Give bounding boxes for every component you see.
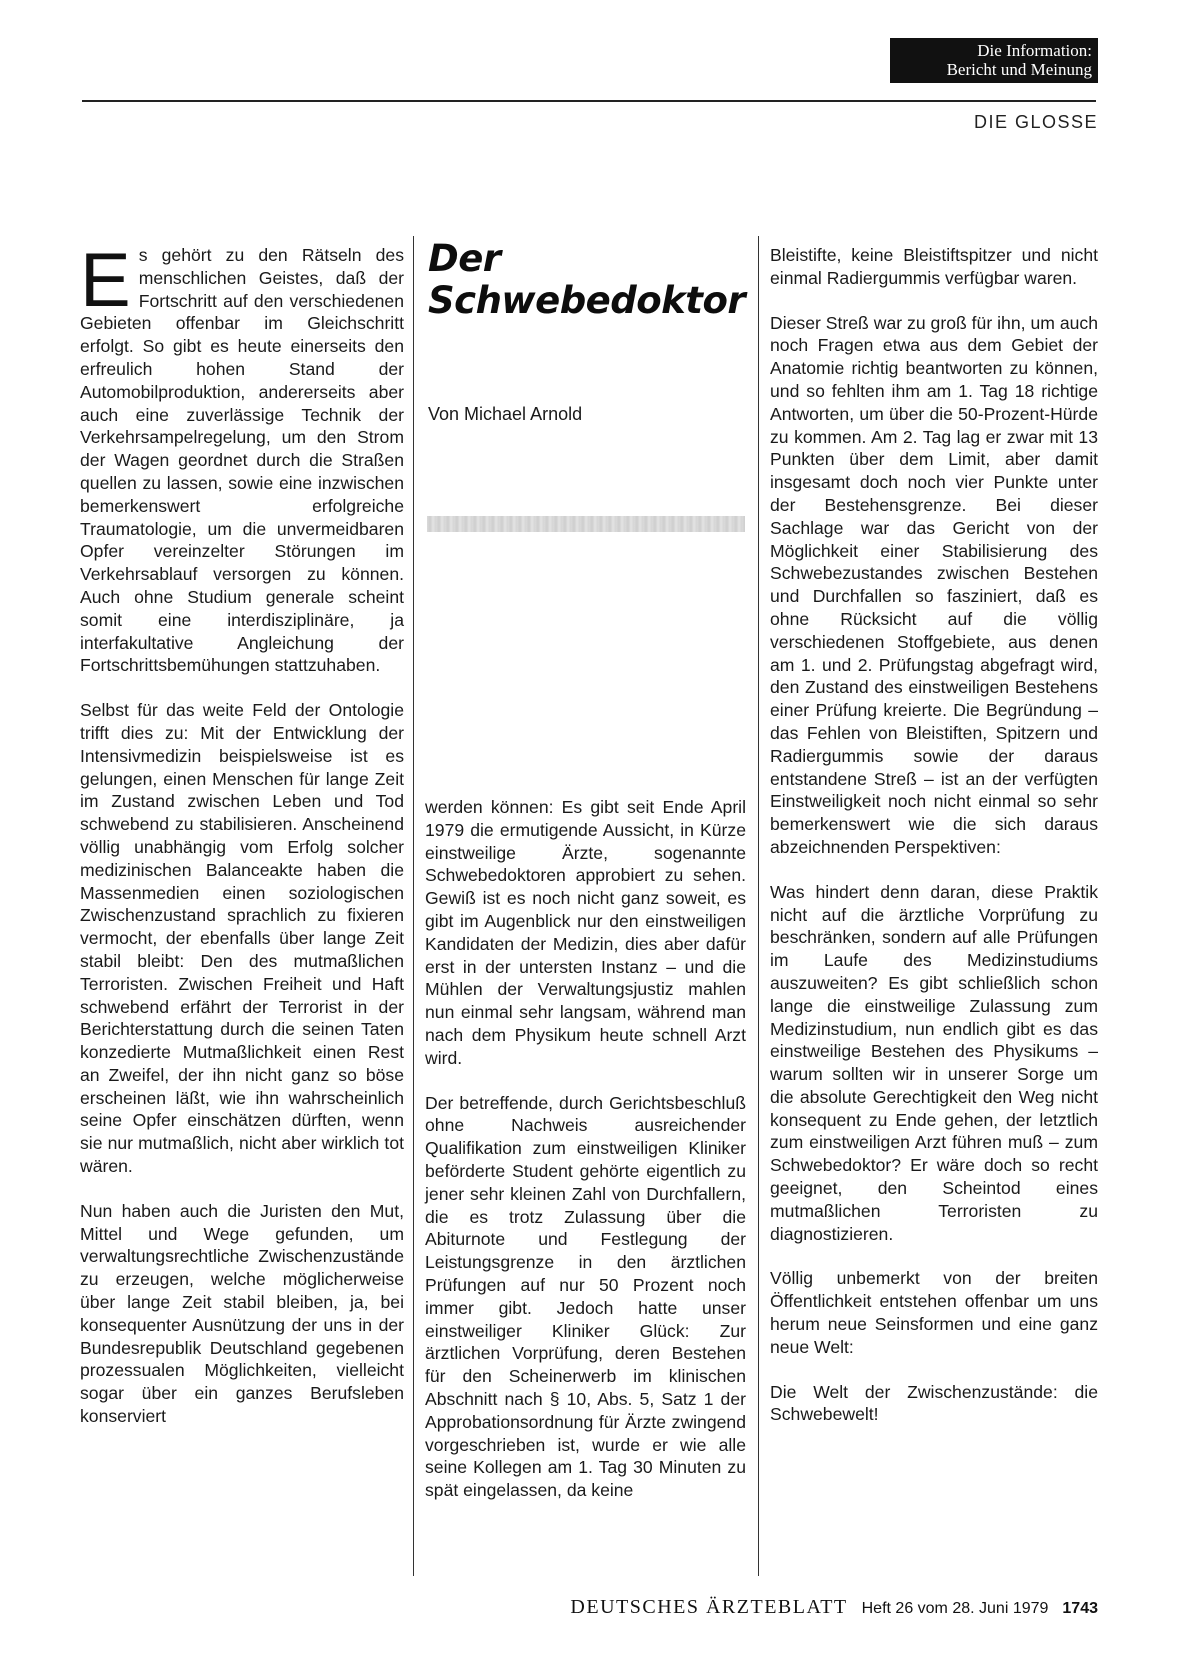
paragraph: Der betreffende, durch Gerichtsbeschluß ohne Nachweis ausreichender Qualifikation zum einstweiligen Kliniker beförderte Student gehörte eigentlich zu jener sehr kleinen Zahl von Durchfallern, die es trotz Zulassung über die Abiturnote und Festlegung der Leistungsgrenze in den ärztlichen Prüfungen auf nur 50 Prozent noch immer gibt. Jedoch hatte unser einstweiliger Kliniker Glück: Zur ärztlichen Vorprüfung, deren Bestehen für den Scheinerwerb im klinischen Abschnitt nach § 10, Abs. 5, Satz 1 der Approbationsordnung für Ärzte zwingend vorgeschrieben ist, wurde er wie alle seine Kollegen am 1. Tag 30 Minuten zu spät eingelassen, da keine [425,1092,746,1501]
article-column-2 [425,796,746,1524]
section-label: DIE GLOSSE [973,112,1098,132]
image-strip [427,516,745,532]
column-divider-2 [758,236,759,1576]
paragraph [80,238,404,677]
author-byline: Von Michael Arnold [428,404,583,424]
rubric-line-2: Bericht und Meinung [946,60,1092,79]
article-title [428,238,745,322]
page-footer [570,1596,1098,1619]
rubric-box [890,38,1098,83]
paragraph: Nun haben auch die Juristen den Mut, Mittel und Wege gefunden, um verwaltungsrechtliche Zwischenzustände zu erzeugen, welche möglicherweise über lange Zeit stabil bleiben, ja, bei konsequenter Ausnützung der uns in der Bundesrepublik Deutschland gegebenen prozessualen Möglichkeiten, vielleicht sogar über ein ganzes Berufsleben konserviert [80,1200,404,1427]
title-line-1: Der [428,237,501,280]
paragraph: werden können: Es gibt seit Ende April 1979 die ermutigende Aussicht, in Kürze einstweilige Ärzte, sogenannte Schwebedoktoren approbiert zu sehen. Gewiß ist es noch nicht ganz soweit, es gibt im Augenblick nur den einstweiligen Kandidaten der Medizin, dies aber dafür erst in der untersten Instanz – und die Mühlen der Verwaltungsjustiz mahlen nun einmal sehr langsam, während man nach dem Physikum heute schnell Arzt wird. [425,797,746,1068]
drop-cap: E [80,238,131,323]
paragraph: Was hindert denn daran, diese Praktik nicht auf die ärztliche Vorprüfung zu beschränken, sondern auf alle Prüfungen im Laufe des Medizinstudiums auszuweiten? Es gibt schließlich schon lange die einstweilige Zulassung zum Medizinstudium, nun endlich gibt es das einstweilige Bestehen des Physikums – warum sollten wir in unserer Sorge um die absolute Gerechtigkeit den Weg nicht konsequent zu Ende gehen, der letztlich zum einstweiligen Arzt führen muß – zum Schwebedoktor? Er wäre doch so recht geeignet, den Scheintod eines mutmaßlichen Terroristen zu diagnostizieren. [770,881,1098,1244]
page-number: 1743 [1062,1600,1098,1617]
title-line-2: Schwebedoktor [428,279,746,322]
article-column-1 [80,238,404,1450]
paragraph-text: s gehört zu den Rätseln des menschlichen Geistes, daß der Fortschritt auf den verschiedenen Gebieten offenbar im Gleichschritt erfolgt. So gibt es heute einerseits den erfreulich hohen Stand der Automobilproduktion, andererseits aber auch eine zuverlässige Technik der Verkehrsampelregelung, um den Strom der Wagen geordnet durch die Straßen quellen zu lassen, sowie eine inzwischen bemerkenswert erfolgreiche Traumatologie, um die unvermeidbaren Opfer vereinzelter Störungen im Verkehrsablauf versorgen zu können. Auch ohne Studium generale scheint somit eine interdisziplinäre, ja interfakultative Angleichung der Fortschrittsbemühungen stattzuhaben. [80,245,404,676]
article-column-3 [770,244,1098,1448]
paragraph: Völlig unbemerkt von der breiten Öffentlichkeit entstehen offenbar um uns herum neue Seinsformen und eine ganz neue Welt: [770,1268,1098,1357]
paragraph: Selbst für das weite Feld der Ontologie trifft dies zu: Mit der Entwicklung der Intensivmedizin beispielsweise ist es gelungen, einen Menschen für lange Zeit im Zustand zwischen Leben und Tod schwebend zu stabilisieren. Anscheinend völlig unabhängig vom Erfolg solcher medizinischen Balanceakte haben die Massenmedien einen soziologischen Zwischenzustand sprachlich zu fixieren vermocht, der ebenfalls über lange Zeit stabil bleibt: Den des mutmaßlichen Terroristen. Zwischen Freiheit und Haft schwebend erfährt der Terrorist in der Berichterstattung durch die seinen Taten konzedierte Mutmaßlichkeit einen Rest an Zweifel, der ihn nicht ganz so böse erscheinen läßt, wie ihn wahrscheinlich seine Opfer einschätzen dürften, wenn sie nur mutmaßlich, nicht aber wirklich tot wären. [80,700,404,1177]
issue-info: Heft 26 vom 28. Juni 1979 [861,1600,1049,1617]
paragraph: Dieser Streß war zu groß für ihn, um auch noch Fragen etwa aus dem Gebiet der Anatomie richtig beantworten zu können, und so fehlten ihm am 1. Tag 18 richtige Antworten, um über die 50-Prozent-Hürde zu kommen. Am 2. Tag lag er zwar mit 13 Punkten über dem Limit, aber damit insgesamt doch noch vier Punkte unter der Bestehensgrenze. Bei dieser Sachlage war das Gericht von der Möglichkeit einer Stabilisierung des Schwebezustandes zwischen Bestehen und Durchfallen so fasziniert, daß es ohne Rücksicht auf die völlig verschiedenen Stoffgebiete, aus denen am 1. und 2. Prüfungstag abgefragt wird, den Zustand des einstweiligen Bestehens einer Prüfung kreierte. Die Begründung – das Fehlen von Bleistiften, Spitzern und Radiergummis sowie der daraus entstandene Streß – ist an der verfügten Einstweiligkeit noch nicht einmal so sehr bemerkenswert wie die sich daraus abzeichnenden Perspektiven: [770,312,1098,857]
journal-name: DEUTSCHES ÄRZTEBLATT [570,1596,848,1618]
header-rule [82,100,1096,102]
column-divider-1 [413,236,414,1576]
rubric-line-1: Die Information: [977,41,1092,60]
paragraph: Bleistifte, keine Bleistiftspitzer und nicht einmal Radiergummis verfügbar waren. [770,245,1098,288]
paragraph: Die Welt der Zwischenzustände: die Schwebewelt! [770,1381,1098,1425]
